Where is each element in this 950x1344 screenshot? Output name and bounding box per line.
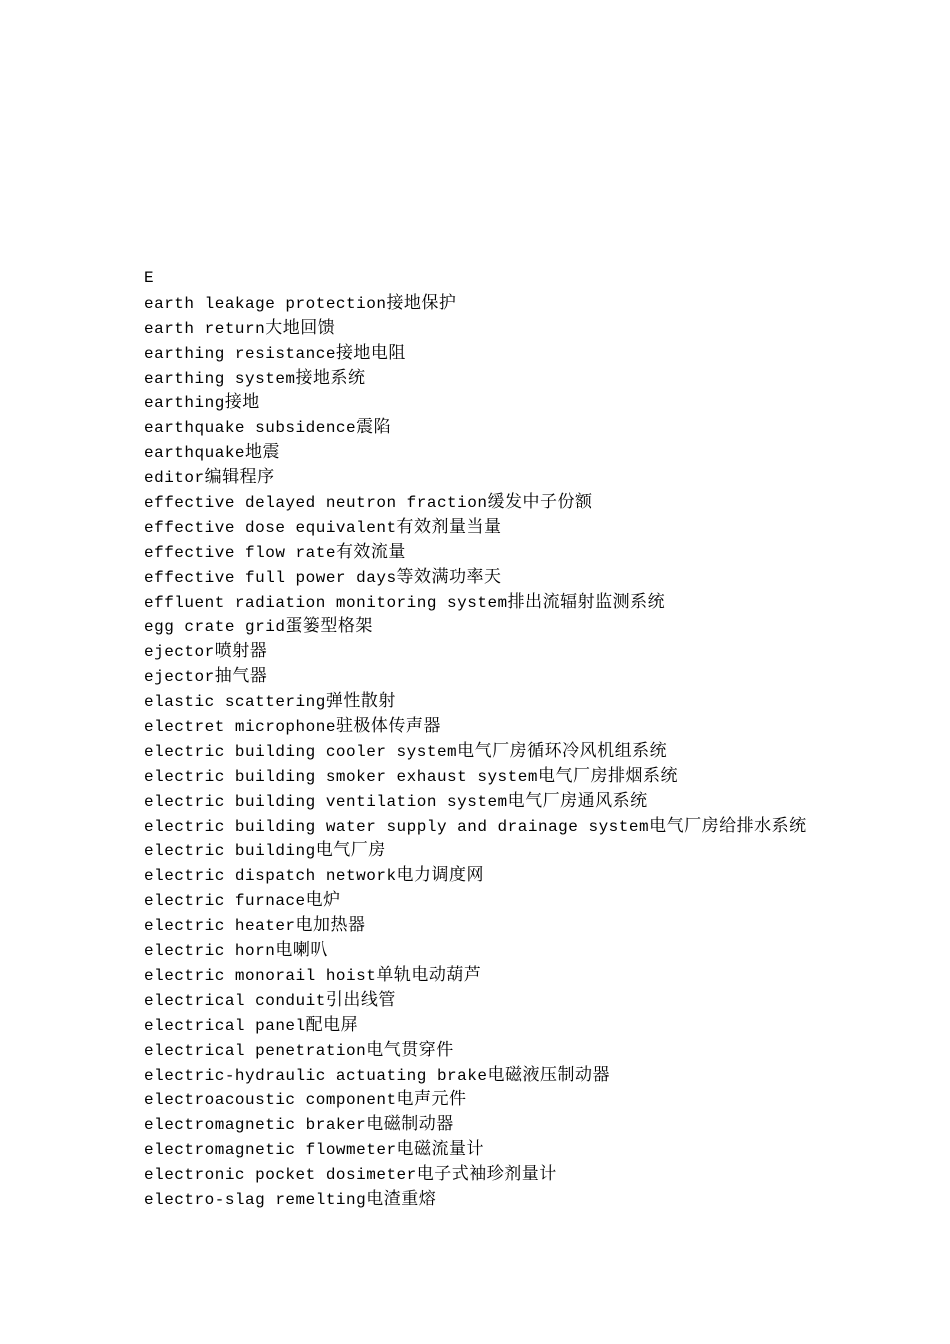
- entry-english-term: earth return: [144, 319, 266, 338]
- entry-chinese-term: 电气贯穿件: [366, 1039, 454, 1060]
- glossary-entry: [144, 465, 924, 490]
- entry-chinese-term: 电子式袖珍剂量计: [416, 1164, 557, 1185]
- entry-english-term: electromagnetic braker: [144, 1116, 367, 1135]
- entry-english-term: electric furnace: [144, 892, 306, 911]
- glossary-entry: [144, 963, 924, 988]
- glossary-entry: [144, 838, 924, 863]
- entry-english-term: electrical penetration: [144, 1041, 367, 1060]
- glossary-entry: [144, 390, 924, 415]
- entry-chinese-term: 电渣重熔: [366, 1188, 437, 1209]
- entry-chinese-term: 震陷: [356, 417, 392, 438]
- glossary-entry: [144, 1087, 924, 1112]
- entry-english-term: electric building cooler system: [144, 742, 458, 761]
- glossary-entry: [144, 590, 924, 615]
- glossary-entry: [144, 988, 924, 1013]
- entry-chinese-term: 配电屏: [305, 1014, 359, 1035]
- glossary-entry: [144, 689, 924, 714]
- entry-chinese-term: 电气厂房循环冷风机组系统: [457, 740, 668, 761]
- entry-english-term: editor: [144, 469, 205, 488]
- entry-chinese-term: 大地回馈: [265, 317, 336, 338]
- entry-english-term: electric dispatch network: [144, 867, 397, 886]
- entry-chinese-term: 接地: [224, 392, 260, 413]
- entry-english-term: electromagnetic flowmeter: [144, 1141, 397, 1160]
- entry-english-term: electric monorail hoist: [144, 966, 377, 985]
- entry-english-term: electronic pocket dosimeter: [144, 1166, 417, 1185]
- glossary-entry: [144, 1112, 924, 1137]
- entry-english-term: electric building: [144, 842, 316, 861]
- entry-english-term: electrical conduit: [144, 991, 326, 1010]
- entry-chinese-term: 单轨电动葫芦: [376, 964, 482, 985]
- entry-chinese-term: 电气厂房: [315, 840, 386, 861]
- entry-chinese-term: 编辑程序: [204, 467, 275, 488]
- entry-english-term: earthing resistance: [144, 344, 336, 363]
- entry-english-term: electric horn: [144, 942, 276, 961]
- entry-chinese-term: 电磁制动器: [366, 1114, 454, 1135]
- glossary-entry: [144, 1063, 924, 1088]
- glossary-entry: [144, 614, 924, 639]
- entry-chinese-term: 电力调度网: [396, 865, 485, 886]
- glossary-entry: [144, 1013, 924, 1038]
- glossary-entry-list: [144, 291, 924, 1212]
- glossary-entry: [144, 639, 924, 664]
- entry-chinese-term: 电声元件: [396, 1089, 467, 1110]
- glossary-entry: [144, 366, 924, 391]
- entry-english-term: electrical panel: [144, 1016, 306, 1035]
- entry-english-term: earthquake subsidence: [144, 419, 357, 438]
- glossary-entry: [144, 764, 924, 789]
- entry-chinese-term: 电气厂房给排水系统: [649, 815, 807, 836]
- glossary-entry: [144, 739, 924, 764]
- glossary-entry: [144, 341, 924, 366]
- entry-chinese-term: 引出线管: [325, 989, 396, 1010]
- entry-chinese-term: 接地系统: [295, 367, 366, 388]
- entry-english-term: earthing: [144, 394, 225, 413]
- entry-chinese-term: 有效流量: [335, 541, 406, 562]
- entry-chinese-term: 蛋篓型格架: [285, 616, 373, 637]
- glossary-entry: [144, 316, 924, 341]
- glossary-entry: [144, 913, 924, 938]
- entry-chinese-term: 有效剂量当量: [396, 516, 502, 537]
- entry-english-term: earth leakage protection: [144, 294, 387, 313]
- glossary-entry: [144, 1038, 924, 1063]
- entry-chinese-term: 接地保护: [386, 292, 457, 313]
- glossary-entry: [144, 440, 924, 465]
- glossary-entry: [144, 664, 924, 689]
- entry-english-term: effective flow rate: [144, 543, 336, 562]
- glossary-entry: [144, 863, 924, 888]
- entry-chinese-term: 地震: [245, 442, 281, 463]
- entry-english-term: earthing system: [144, 369, 296, 388]
- entry-english-term: egg crate grid: [144, 618, 286, 637]
- entry-chinese-term: 电磁流量计: [396, 1139, 485, 1160]
- entry-english-term: ejector: [144, 643, 215, 662]
- entry-english-term: electret microphone: [144, 718, 336, 737]
- entry-english-term: electroacoustic component: [144, 1091, 397, 1110]
- entry-chinese-term: 电炉: [305, 890, 341, 911]
- entry-chinese-term: 电气厂房通风系统: [507, 790, 648, 811]
- glossary-entry: [144, 291, 924, 316]
- glossary-entry: [144, 888, 924, 913]
- entry-english-term: electric building smoker exhaust system: [144, 767, 538, 786]
- glossary-entry: [144, 814, 924, 839]
- glossary-entry: [144, 789, 924, 814]
- entry-chinese-term: 喷射器: [214, 641, 268, 662]
- glossary-entry: [144, 1162, 924, 1187]
- entry-english-term: effective full power days: [144, 568, 397, 587]
- entry-chinese-term: 驻极体传声器: [335, 716, 441, 737]
- entry-chinese-term: 弹性散射: [325, 691, 396, 712]
- glossary-entry: [144, 714, 924, 739]
- entry-english-term: electric heater: [144, 917, 296, 936]
- entry-english-term: earthquake: [144, 444, 246, 463]
- entry-english-term: electric building ventilation system: [144, 792, 508, 811]
- entry-english-term: electric-hydraulic actuating brake: [144, 1066, 488, 1085]
- section-letter: E: [144, 269, 154, 287]
- entry-english-term: ejector: [144, 668, 215, 687]
- glossary-entry: [144, 565, 924, 590]
- glossary-entry: [144, 1187, 924, 1212]
- entry-english-term: effluent radiation monitoring system: [144, 593, 508, 612]
- entry-english-term: elastic scattering: [144, 693, 326, 712]
- glossary-entry: [144, 490, 924, 515]
- entry-chinese-term: 电喇叭: [275, 940, 328, 961]
- entry-english-term: effective delayed neutron fraction: [144, 494, 488, 513]
- glossary-entry: [144, 938, 924, 963]
- entry-chinese-term: 抽气器: [214, 666, 268, 687]
- entry-chinese-term: 缓发中子份额: [487, 492, 593, 513]
- glossary-entry: [144, 515, 924, 540]
- glossary-entry: [144, 540, 924, 565]
- glossary-page: [144, 266, 924, 1212]
- glossary-entry: [144, 415, 924, 440]
- glossary-entry: [144, 1137, 924, 1162]
- entry-chinese-term: 接地电阻: [335, 342, 406, 363]
- entry-english-term: electro-slag remelting: [144, 1190, 367, 1209]
- entry-chinese-term: 排出流辐射监测系统: [507, 591, 666, 612]
- entry-english-term: effective dose equivalent: [144, 518, 397, 537]
- entry-chinese-term: 电磁液压制动器: [487, 1064, 610, 1085]
- entry-chinese-term: 等效满功率天: [396, 566, 502, 587]
- entry-chinese-term: 电气厂房排烟系统: [537, 765, 678, 786]
- entry-chinese-term: 电加热器: [295, 915, 366, 936]
- entry-english-term: electric building water supply and drainage system: [144, 817, 650, 836]
